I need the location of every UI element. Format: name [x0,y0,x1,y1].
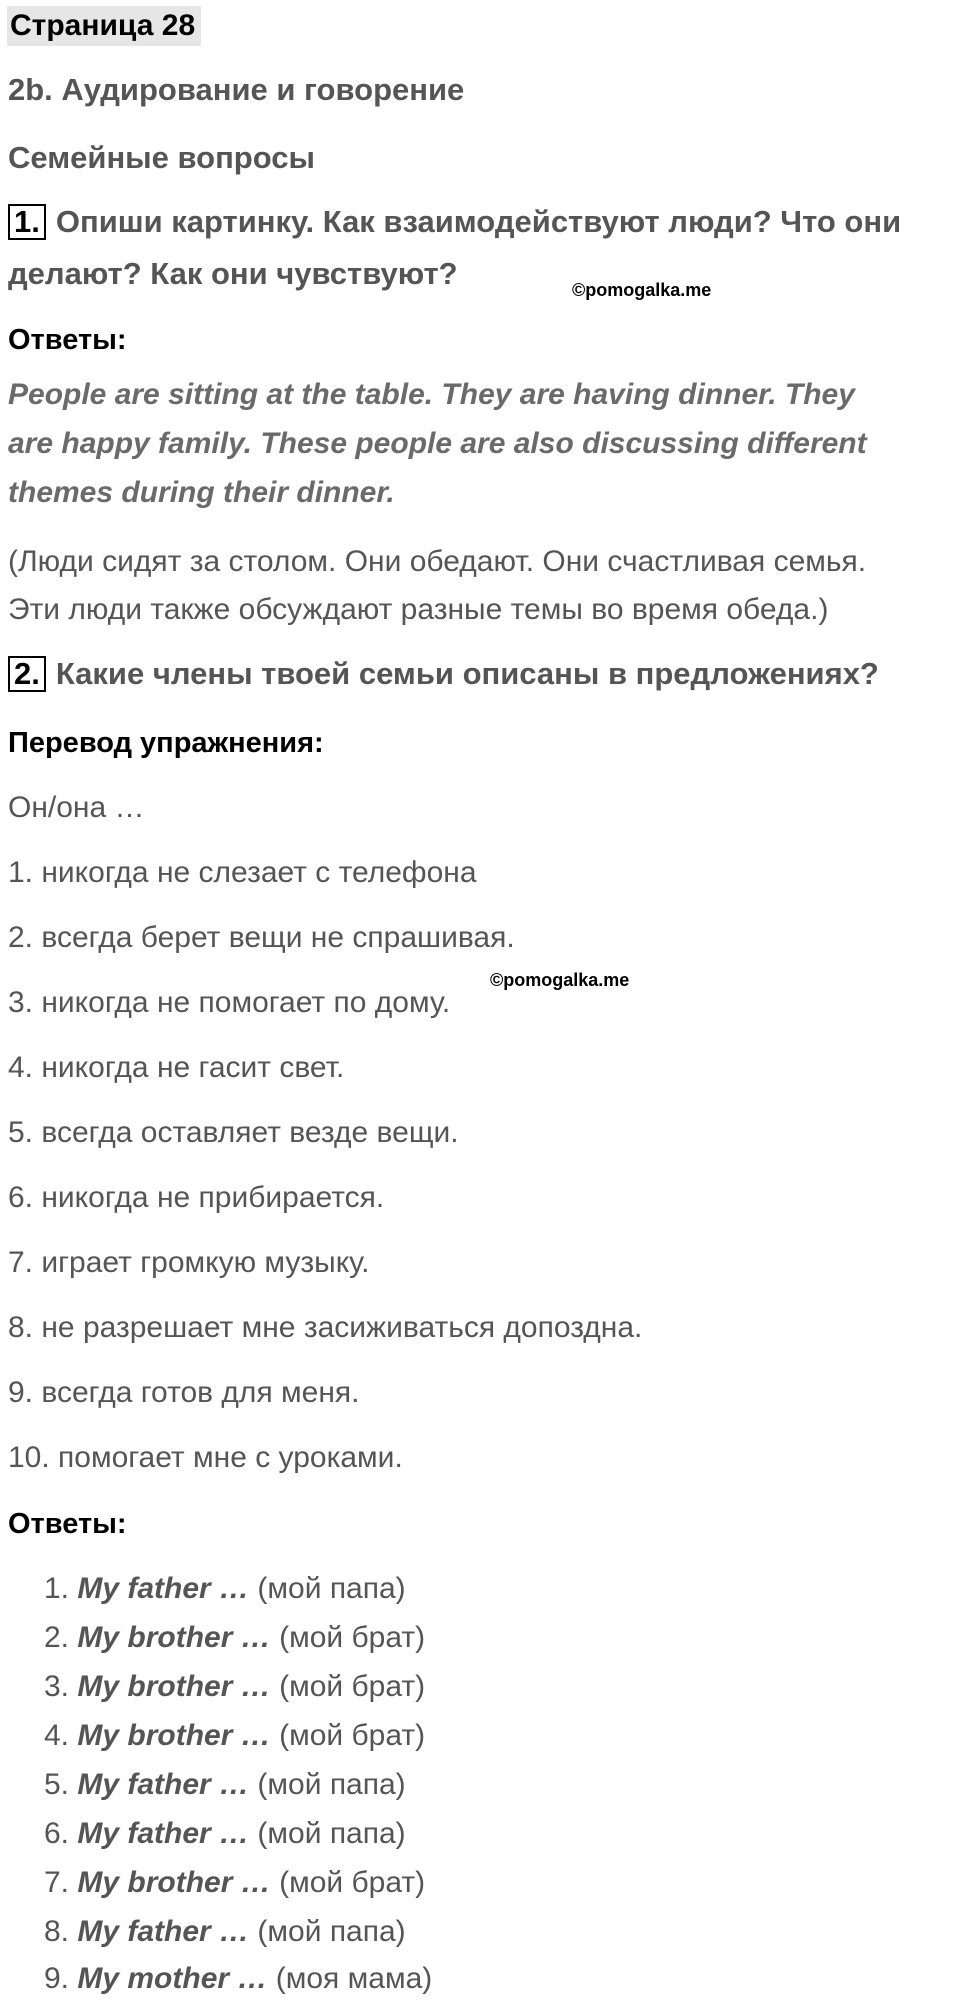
answer-translation: (мой папа) [257,1817,406,1850]
answer-item [44,1572,406,1606]
exercise-1-answer-ru-line: (Люди сидят за столом. Они обедают. Они счастливая семья. [8,545,867,578]
translation-item: 6. никогда не прибирается. [8,1181,385,1214]
answer-person: My father … [77,1768,250,1801]
answer-number: 3. [44,1670,70,1703]
subsection-heading: Семейные вопросы [8,140,315,175]
answer-number: 5. [44,1768,70,1801]
answer-number: 4. [44,1719,70,1752]
exercise-1-title-line-2: делают? Как они чувствуют? [8,256,458,291]
answer-person: My father … [77,1817,250,1850]
answer-person: My brother … [77,1670,271,1703]
answer-translation: (мой папа) [257,1768,406,1801]
answer-item [44,1670,425,1704]
answer-person: My brother … [77,1719,271,1752]
answer-translation: (мой папа) [257,1915,406,1948]
answer-item [44,1719,425,1753]
answer-item [44,1866,425,1900]
answer-number: 8. [44,1915,70,1948]
exercise-1-answer-ru-line: Эти люди также обсуждают разные темы во время обеда.) [8,593,829,626]
translation-item: 4. никогда не гасит свет. [8,1051,345,1084]
translation-item: 1. никогда не слезает с телефона [8,856,477,889]
answer-translation: (мой брат) [279,1866,426,1899]
answer-number: 7. [44,1866,70,1899]
answer-item [44,1817,406,1851]
answer-item [44,1621,425,1655]
answer-person: My brother … [77,1866,271,1899]
exercise-2-title [8,656,879,692]
exercise-2-answers-label: Ответы: [8,1508,127,1540]
exercise-2-translation-label: Перевод упражнения: [8,727,324,759]
answer-item [44,1915,406,1949]
answer-number: 6. [44,1817,70,1850]
exercise-1-title-line-1 [8,204,901,240]
page-title: Страница 28 [7,6,201,46]
translation-item: 9. всегда готов для меня. [8,1376,360,1409]
translation-item: 7. играет громкую музыку. [8,1246,370,1279]
watermark: ©pomogalka.me [572,280,712,300]
answer-number: 1. [44,1572,70,1605]
exercise-1-answer-en-line: People are sitting at the table. They are having dinner. They [8,378,855,411]
translation-item: 8. не разрешает мне засиживаться допоздна. [8,1311,643,1344]
exercise-2-intro: Он/она … [8,791,145,824]
answer-person: My brother … [77,1621,271,1654]
answer-translation: (мой папа) [257,1572,406,1605]
answer-translation: (мой брат) [279,1670,426,1703]
answer-item [44,1768,406,1802]
answer-item [44,1962,432,1996]
watermark: ©pomogalka.me [490,970,630,990]
answer-person: My mother … [77,1962,268,1995]
exercise-1-answer-en-line: are happy family. These people are also discussing different [8,427,867,460]
section-heading: 2b. Аудирование и говорение [8,72,465,107]
answer-translation: (мой брат) [279,1621,426,1654]
answer-translation: (мой брат) [279,1719,426,1752]
exercise-2-number: 2. [8,656,46,692]
answer-number: 2. [44,1621,70,1654]
answer-person: My father … [77,1572,250,1605]
answer-number: 9. [44,1962,70,1995]
exercise-1-answer-en-line: themes during their dinner. [8,476,395,509]
translation-item: 5. всегда оставляет везде вещи. [8,1116,459,1149]
exercise-2-title-text: Какие члены твоей семьи описаны в предложениях? [55,656,879,691]
exercise-1-title-text: Опиши картинку. Как взаимодействуют люди? Что они [55,204,902,239]
translation-item: 2. всегда берет вещи не спрашивая. [8,921,515,954]
exercise-1-answers-label: Ответы: [8,324,127,356]
answer-person: My father … [77,1915,250,1948]
translation-item: 10. помогает мне с уроками. [8,1441,403,1474]
answer-translation: (моя мама) [275,1962,433,1995]
exercise-1-number: 1. [8,204,46,240]
translation-item: 3. никогда не помогает по дому. [8,986,451,1019]
